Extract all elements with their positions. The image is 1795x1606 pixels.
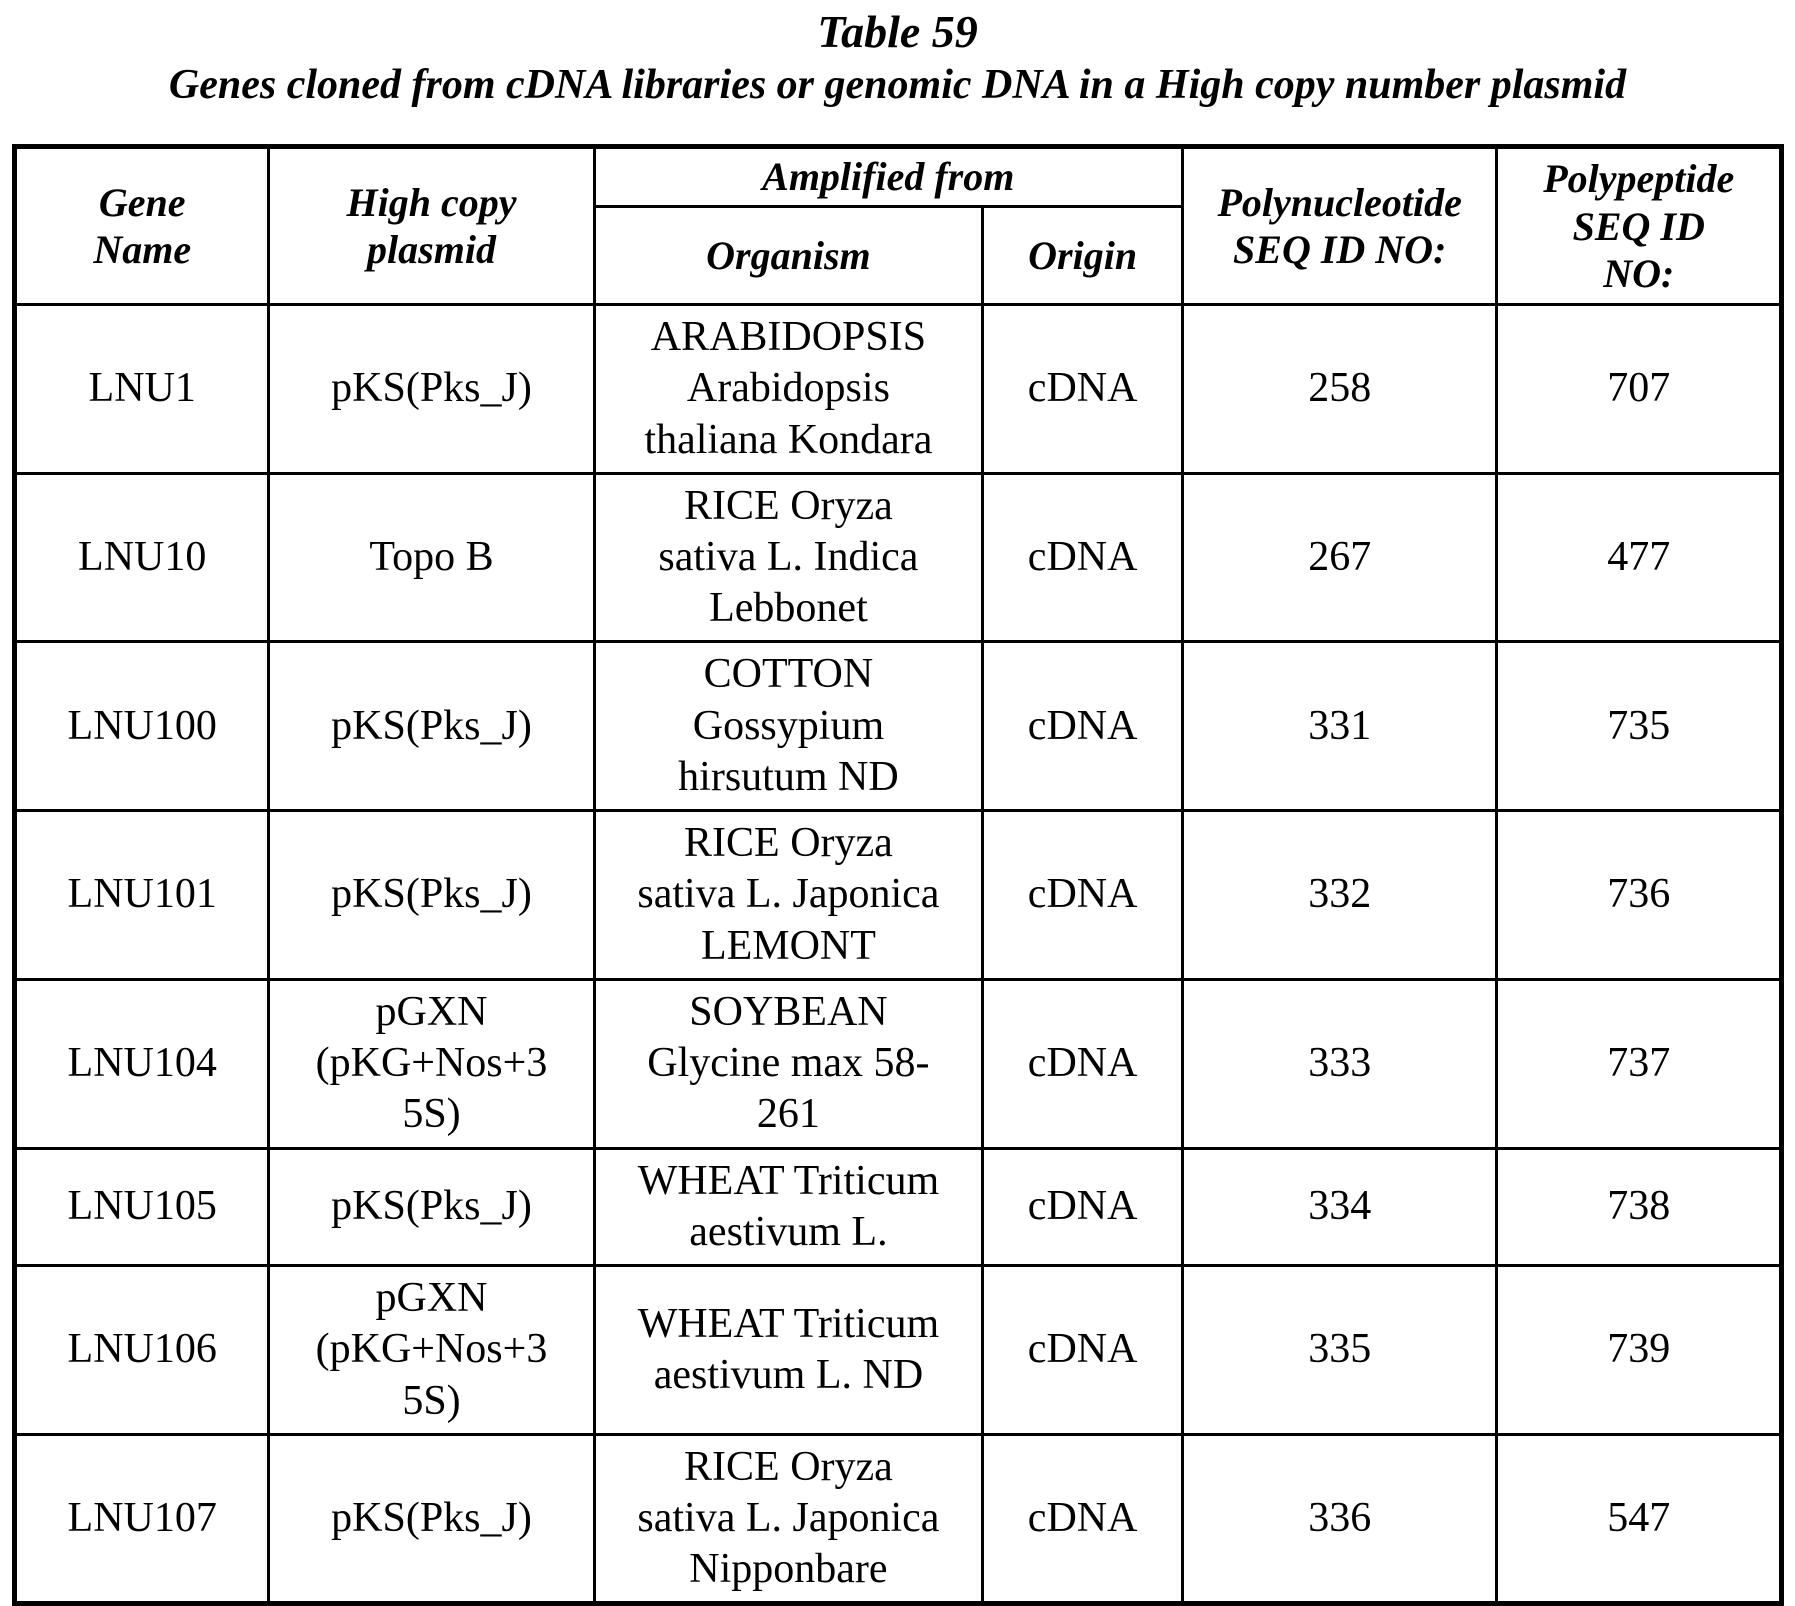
polypeptide-cell: 737: [1497, 979, 1782, 1148]
plasmid-cell: Topo B: [269, 473, 594, 642]
plasmid-cell: pKS(Pks_J): [269, 811, 594, 980]
plasmid-cell: pKS(Pks_J): [269, 1434, 594, 1604]
gene-name-cell: LNU106: [15, 1266, 269, 1435]
organism-cell: COTTON Gossypium hirsutum ND: [594, 642, 983, 811]
gene-name-cell: LNU101: [15, 811, 269, 980]
origin-cell: cDNA: [983, 1148, 1183, 1265]
table-row: [15, 1148, 1782, 1265]
polypeptide-cell: 739: [1497, 1266, 1782, 1435]
genes-table: [12, 144, 1784, 1606]
polynucleotide-cell: 336: [1182, 1434, 1497, 1604]
polypeptide-cell: 738: [1497, 1148, 1782, 1265]
organism-cell: WHEAT Triticum aestivum L. ND: [594, 1266, 983, 1435]
table-row: [15, 473, 1782, 642]
gene-name-cell: LNU10: [15, 473, 269, 642]
column-header-gene-name: Gene Name: [15, 147, 269, 305]
polynucleotide-cell: 334: [1182, 1148, 1497, 1265]
polynucleotide-cell: 335: [1182, 1266, 1497, 1435]
plasmid-cell: pGXN (pKG+Nos+3 5S): [269, 1266, 594, 1435]
origin-cell: cDNA: [983, 473, 1183, 642]
plasmid-cell: pGXN (pKG+Nos+3 5S): [269, 979, 594, 1148]
column-header-origin: Origin: [983, 206, 1183, 304]
organism-cell: RICE Oryza sativa L. Japonica LEMONT: [594, 811, 983, 980]
polynucleotide-cell: 332: [1182, 811, 1497, 980]
polypeptide-cell: 735: [1497, 642, 1782, 811]
plasmid-cell: pKS(Pks_J): [269, 1148, 594, 1265]
gene-name-cell: LNU100: [15, 642, 269, 811]
polypeptide-cell: 707: [1497, 305, 1782, 474]
column-header-polypeptide-seq-id: Polypeptide SEQ ID NO:: [1497, 147, 1782, 305]
gene-name-cell: LNU107: [15, 1434, 269, 1604]
table-row: [15, 642, 1782, 811]
organism-cell: RICE Oryza sativa L. Japonica Nipponbare: [594, 1434, 983, 1604]
organism-cell: WHEAT Triticum aestivum L.: [594, 1148, 983, 1265]
column-header-organism: Organism: [594, 206, 983, 304]
table-header: [15, 147, 1782, 305]
column-header-polynucleotide-seq-id: Polynucleotide SEQ ID NO:: [1182, 147, 1497, 305]
organism-cell: RICE Oryza sativa L. Indica Lebbonet: [594, 473, 983, 642]
column-header-high-copy-plasmid: High copy plasmid: [269, 147, 594, 305]
organism-cell: ARABIDOPSIS Arabidopsis thaliana Kondara: [594, 305, 983, 474]
table-row: [15, 979, 1782, 1148]
polypeptide-cell: 477: [1497, 473, 1782, 642]
table-row: [15, 1434, 1782, 1604]
origin-cell: cDNA: [983, 305, 1183, 474]
table-row: [15, 305, 1782, 474]
origin-cell: cDNA: [983, 642, 1183, 811]
plasmid-cell: pKS(Pks_J): [269, 642, 594, 811]
gene-name-cell: LNU104: [15, 979, 269, 1148]
origin-cell: cDNA: [983, 811, 1183, 980]
plasmid-cell: pKS(Pks_J): [269, 305, 594, 474]
table-row: [15, 1266, 1782, 1435]
table-row: [15, 811, 1782, 980]
page-subtitle: Genes cloned from cDNA libraries or genomic DNA in a High copy number plasmid: [168, 62, 1627, 109]
organism-cell: SOYBEAN Glycine max 58- 261: [594, 979, 983, 1148]
gene-name-cell: LNU105: [15, 1148, 269, 1265]
page-title: Table 59: [817, 6, 978, 57]
origin-cell: cDNA: [983, 1266, 1183, 1435]
polypeptide-cell: 547: [1497, 1434, 1782, 1604]
column-header-amplified-from: Amplified from: [594, 147, 1182, 206]
origin-cell: cDNA: [983, 979, 1183, 1148]
gene-name-cell: LNU1: [15, 305, 269, 474]
polynucleotide-cell: 258: [1182, 305, 1497, 474]
origin-cell: cDNA: [983, 1434, 1183, 1604]
polynucleotide-cell: 267: [1182, 473, 1497, 642]
polypeptide-cell: 736: [1497, 811, 1782, 980]
polynucleotide-cell: 333: [1182, 979, 1497, 1148]
header-row-top: [15, 147, 1782, 206]
polynucleotide-cell: 331: [1182, 642, 1497, 811]
